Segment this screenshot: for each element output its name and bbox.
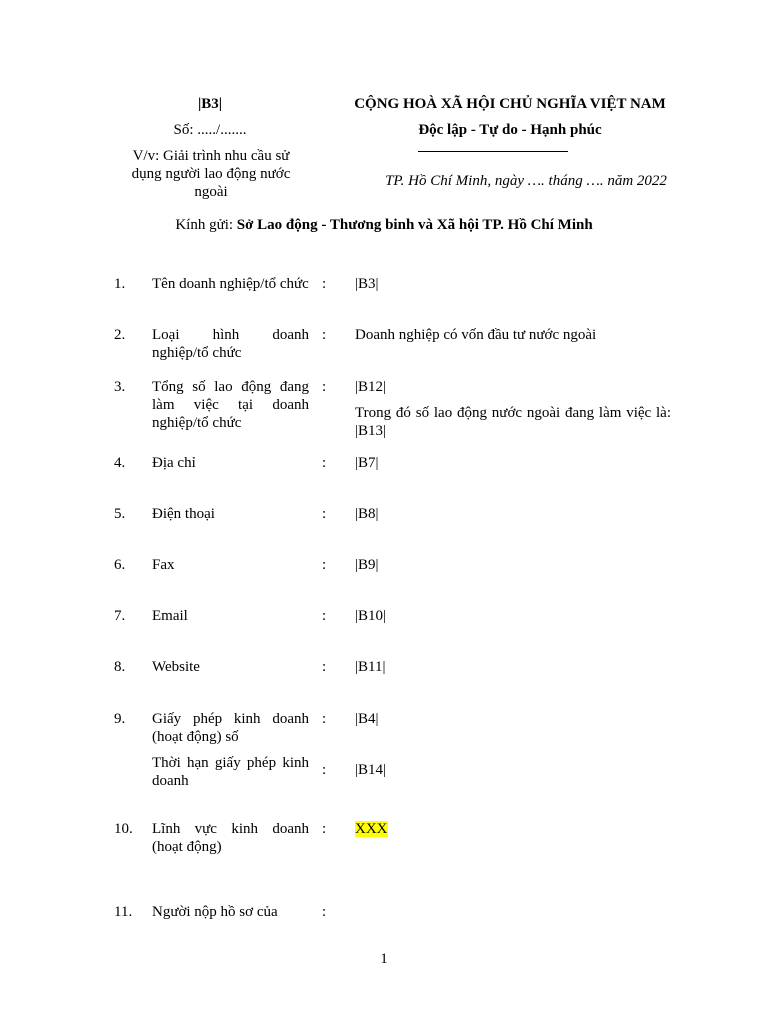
row-value: |B10|	[355, 608, 387, 624]
row-colon: :	[322, 821, 327, 837]
row-value: |B11|	[355, 659, 386, 675]
row-value: |B3|	[355, 276, 379, 292]
row-colon: :	[322, 904, 327, 920]
page-number: 1	[380, 951, 388, 967]
row-colon: :	[322, 276, 327, 292]
document-number: Số: ...../.......	[173, 122, 247, 138]
row-colon: :	[322, 327, 327, 343]
row-number: 2.	[114, 327, 126, 343]
place-date: TP. Hồ Chí Minh, ngày …. tháng …. năm 2022	[385, 173, 667, 189]
row-label: Người nộp hồ sơ của	[152, 904, 278, 920]
row-label: Điện thoại	[152, 506, 215, 522]
row-colon: :	[322, 659, 327, 675]
row-label: Website	[152, 659, 200, 675]
highlighted-value: XXX	[355, 821, 388, 837]
national-title: CỘNG HOÀ XÃ HỘI CHỦ NGHĨA VIỆT NAM	[354, 96, 666, 112]
row-colon: :	[322, 711, 327, 727]
row-value: |B7|	[355, 455, 379, 471]
row-value: Doanh nghiệp có vốn đầu tư nước ngoài	[355, 327, 597, 343]
recipient-name: Sở Lao động - Thương binh và Xã hội TP. Hồ Chí Minh	[236, 217, 593, 233]
row-number: 11.	[114, 904, 133, 920]
national-motto: Độc lập - Tự do - Hạnh phúc	[418, 122, 602, 138]
recipient-prefix: Kính gửi:	[175, 217, 237, 233]
recipient-line	[0, 216, 768, 234]
row-number: 3.	[114, 379, 126, 395]
row-label: Email	[152, 608, 188, 624]
row-label: Lĩnh vực kinh doanh (hoạt động)	[152, 821, 309, 855]
document-subject: V/v: Giải trình nhu cầu sử dụng người lao động nước ngoài	[131, 148, 291, 200]
row-label: Fax	[152, 557, 175, 573]
row-colon: :	[322, 557, 327, 573]
row-value-wrap	[355, 820, 671, 838]
row-number: 9.	[114, 711, 126, 727]
row-value: |B14|	[355, 762, 387, 778]
row-number: 1.	[114, 276, 126, 292]
row-value: |B9|	[355, 557, 379, 573]
row-colon: :	[322, 506, 327, 522]
row-number: 6.	[114, 557, 126, 573]
row-label: Tên doanh nghiệp/tổ chức	[152, 276, 309, 292]
row-label: Loại hình doanh nghiệp/tổ chức	[152, 327, 309, 361]
org-code: |B3|	[197, 96, 223, 112]
row-value: |B8|	[355, 506, 379, 522]
row-number: 10.	[114, 821, 133, 837]
row-value-detail: Trong đó số lao động nước ngoài đang làm việc là: |B13|	[355, 405, 671, 439]
row-colon: :	[322, 455, 327, 471]
row-label: Thời hạn giấy phép kinh doanh	[152, 755, 309, 789]
motto-underline	[418, 151, 568, 152]
row-label: Địa chỉ	[152, 455, 196, 471]
row-number: 7.	[114, 608, 126, 624]
row-colon: :	[322, 608, 327, 624]
row-label: Giấy phép kinh doanh (hoạt động) số	[152, 711, 309, 745]
row-colon: :	[322, 379, 327, 395]
row-number: 8.	[114, 659, 126, 675]
row-label: Tổng số lao động đang làm việc tại doanh nghiệp/tổ chức	[152, 379, 309, 431]
row-colon: :	[322, 762, 327, 778]
row-number: 5.	[114, 506, 126, 522]
row-value: |B4|	[355, 711, 379, 727]
row-value: |B12|	[355, 379, 387, 395]
row-number: 4.	[114, 455, 126, 471]
